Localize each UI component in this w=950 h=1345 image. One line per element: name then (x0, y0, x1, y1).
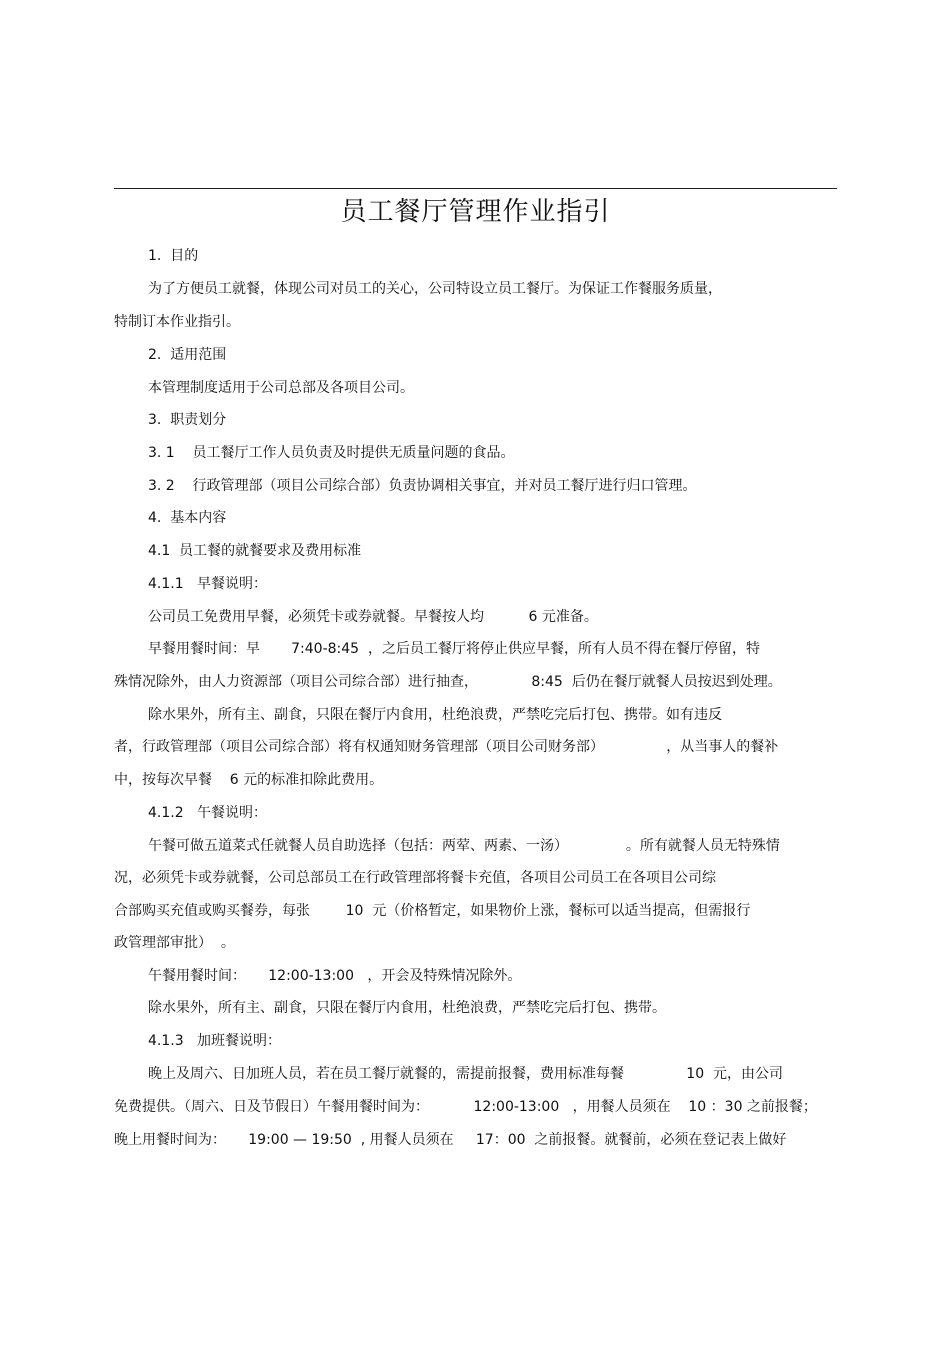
clause-3-2: 3. 2 行政管理部（项目公司综合部）负责协调相关事宜，并对员工餐厅进行归口管理。 (148, 478, 697, 494)
paragraph-line: 晚上及周六、日加班人员，若在员工餐厅就餐的，需提前报餐，费用标准每餐 10 元，由公司 (148, 1066, 784, 1082)
section-heading-purpose: 1. 目的 (148, 248, 199, 264)
paragraph-line: 公司员工免费用早餐，必须凭卡或券就餐。早餐按人均 6 元准备。 (148, 609, 598, 625)
subsection-heading-lunch: 4.1.2 午餐说明： (148, 805, 267, 821)
section-heading-responsibilities: 3. 职责划分 (148, 412, 227, 428)
paragraph-line: 晚上用餐时间为： 19:00 — 19:50 , 用餐人员须在 17：00 之前报餐。就餐前，必须在登记表上做好 (114, 1132, 787, 1148)
paragraph-line: 政管理部审批） 。 (114, 935, 235, 951)
paragraph-line: 本管理制度适用于公司总部及各项目公司。 (148, 380, 414, 396)
paragraph-line: 特制订本作业指引。 (114, 314, 240, 330)
paragraph-line: 为了方便员工就餐，体现公司对员工的关心，公司特设立员工餐厅。为保证工作餐服务质量， (148, 281, 722, 297)
paragraph-line: 午餐可做五道菜式任就餐人员自助选择（包括：两荤、两素、一汤） 。所有就餐人员无特殊情 (148, 838, 780, 854)
document-title: 员工餐厅管理作业指引 (340, 197, 611, 227)
paragraph-line: 中，按每次早餐 6 元的标准扣除此费用。 (114, 772, 384, 788)
paragraph-line: 除水果外，所有主、副食，只限在餐厅内食用，杜绝浪费，严禁吃完后打包、携带。如有违反 (148, 707, 722, 723)
paragraph-line: 早餐用餐时间：早 7:40-8:45 ，之后员工餐厅将停止供应早餐，所有人员不得在餐厅停留，特 (148, 641, 760, 657)
paragraph-line: 合部购买充值或购买餐券，每张 10 元（价格暂定，如果物价上涨，餐标可以适当提高，但需报行 (114, 903, 751, 919)
paragraph-line: 殊情况除外，由人力资源部（项目公司综合部）进行抽查， 8:45 后仍在餐厅就餐人员按迟到处理。 (114, 674, 782, 690)
subsection-heading-overtime: 4.1.3 加班餐说明： (148, 1033, 281, 1049)
header-rule (114, 188, 837, 189)
paragraph-line: 者，行政管理部（项目公司综合部）将有权通知财务管理部（项目公司财务部） ，从当事人的餐补 (114, 739, 779, 755)
subsection-heading-breakfast: 4.1.1 早餐说明： (148, 576, 267, 592)
section-heading-scope: 2. 适用范围 (148, 347, 227, 363)
paragraph-line: 况，必须凭卡或券就餐，公司总部员工在行政管理部将餐卡充值，各项目公司员工在各项目公司综 (114, 870, 716, 886)
clause-3-1: 3. 1 员工餐厅工作人员负责及时提供无质量问题的食品。 (148, 445, 515, 461)
section-heading-content: 4. 基本内容 (148, 510, 227, 526)
paragraph-line: 午餐用餐时间： 12:00-13:00 ，开会及特殊情况除外。 (148, 968, 522, 984)
subsection-heading-4-1: 4.1 员工餐的就餐要求及费用标准 (148, 543, 362, 559)
paragraph-line: 免费提供。（周六、日及节假日）午餐用餐时间为： 12:00-13:00 ，用餐人员须在 10 ：30 之前报餐； (114, 1099, 817, 1115)
paragraph-line: 除水果外，所有主、副食，只限在餐厅内食用，杜绝浪费，严禁吃完后打包、携带。 (148, 1000, 666, 1016)
